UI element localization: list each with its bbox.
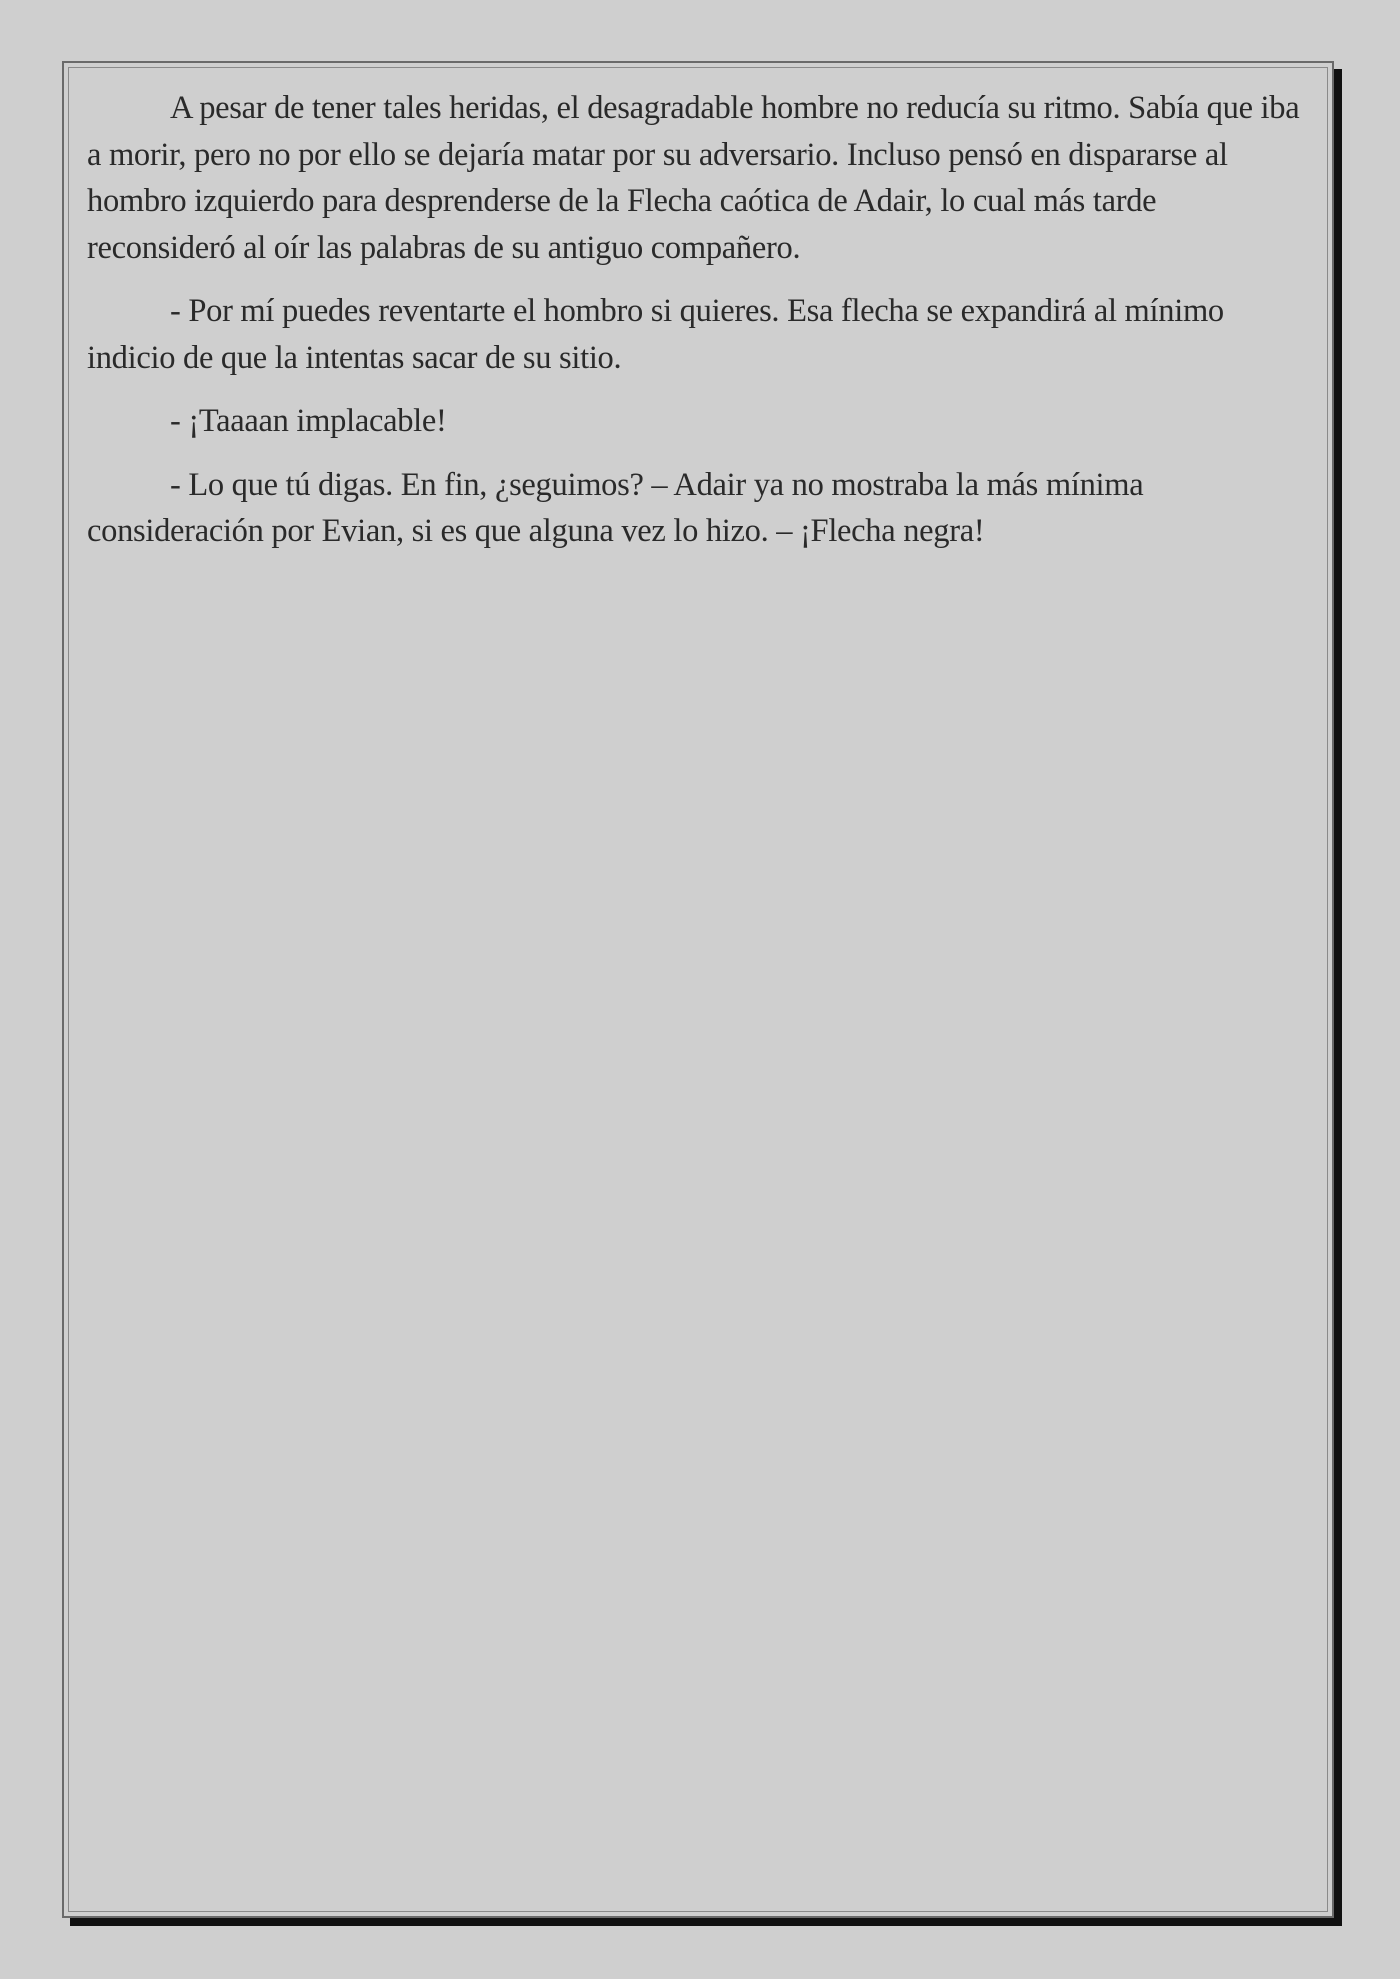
paragraph: - Lo que tú digas. En fin, ¿seguimos? – Adair ya no mostraba la más mínima consideración por Evian, si es que alguna vez lo hizo. – ¡Flecha negra!: [87, 466, 1144, 549]
paragraph: - Por mí puedes reventarte el hombro si quieres. Esa flecha se expandirá al mínimo indicio de que la intentas sacar de su sitio.: [87, 293, 1224, 376]
page-text-body: [87, 85, 1307, 572]
paragraph: A pesar de tener tales heridas, el desagradable hombre no reducía su ritmo. Sabía que iba a morir, pero no por ello se dejaría matar por su adversario. Incluso pensó en dispararse al hombro izquierdo para desprenderse de la Flecha caótica de Adair, lo cual más tarde reconsideró al oír las palabras de su antiguo compañero.: [87, 90, 1300, 266]
document-page: [62, 61, 1334, 1918]
paragraph: - ¡Taaaan implacable!: [170, 403, 447, 439]
